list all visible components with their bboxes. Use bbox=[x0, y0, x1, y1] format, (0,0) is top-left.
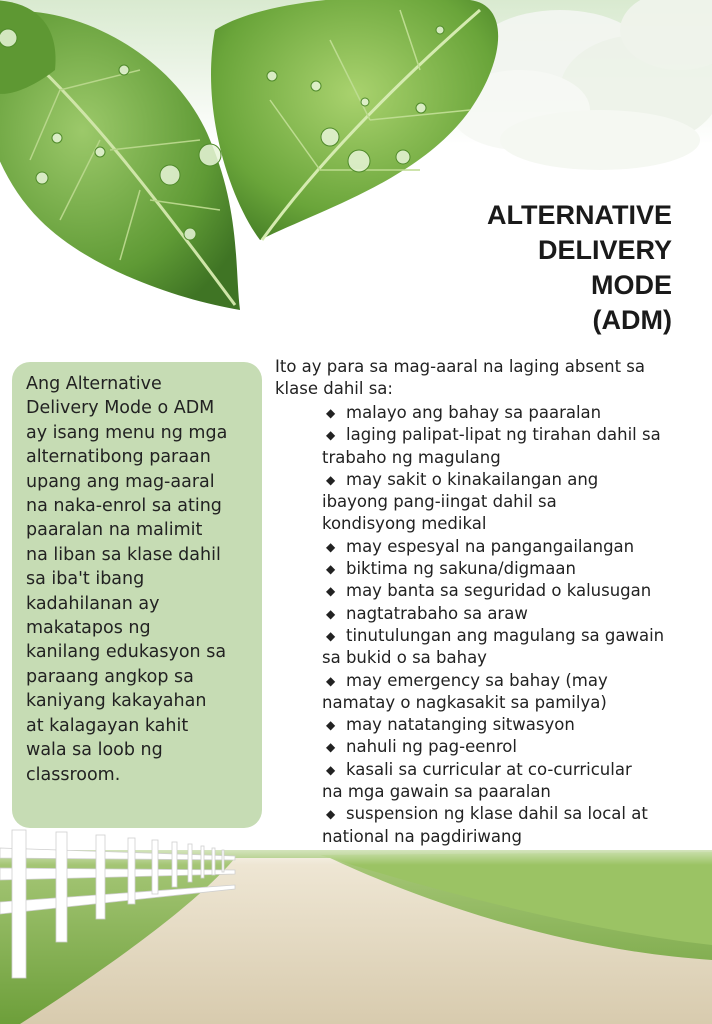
reason-line: biktima ng sakuna/digmaan bbox=[346, 559, 576, 579]
reason-line: may banta sa seguridad o kalusugan bbox=[346, 581, 652, 601]
reason-item bbox=[322, 803, 707, 848]
diamond-bullet-icon: ◆ bbox=[326, 472, 336, 487]
reason-item bbox=[322, 625, 707, 670]
diamond-bullet-icon: ◆ bbox=[326, 807, 336, 822]
reason-line: tinutulungan ang magulang sa gawain bbox=[346, 625, 665, 645]
reason-line: may sakit o kinakailangan ang bbox=[346, 469, 599, 489]
reason-item bbox=[322, 469, 707, 536]
reason-item bbox=[322, 714, 707, 736]
title-line: (ADM) bbox=[592, 305, 672, 335]
description-line: paaralan na malimit bbox=[26, 520, 203, 541]
description-line: ay isang menu ng mga bbox=[26, 422, 228, 443]
reason-line: kasali sa curricular at co-curricular bbox=[346, 759, 632, 779]
landscape-graphic bbox=[0, 835, 712, 1024]
description-line: alternatibong paraan bbox=[26, 447, 211, 468]
diamond-bullet-icon: ◆ bbox=[326, 762, 336, 777]
reason-item bbox=[322, 536, 707, 558]
reason-item bbox=[322, 424, 707, 469]
reason-line: may espesyal na pangangailangan bbox=[346, 536, 635, 556]
reason-line: laging palipat-lipat ng tirahan dahil sa bbox=[346, 425, 661, 445]
reason-line: ibayong pang-iingat dahil sa bbox=[322, 492, 557, 512]
description-line: Delivery Mode o ADM bbox=[26, 398, 215, 419]
diamond-bullet-icon: ◆ bbox=[326, 428, 336, 443]
reason-item bbox=[322, 603, 707, 625]
reason-line: kondisyong medikal bbox=[322, 514, 487, 534]
diamond-bullet-icon: ◆ bbox=[326, 673, 336, 688]
reason-item bbox=[322, 580, 707, 602]
reason-item bbox=[322, 670, 707, 715]
description-line: wala sa loob ng bbox=[26, 740, 163, 761]
reason-item bbox=[322, 558, 707, 580]
reason-line: trabaho ng magulang bbox=[322, 447, 501, 467]
reason-line: nahuli ng pag-eenrol bbox=[346, 737, 517, 757]
diamond-bullet-icon: ◆ bbox=[326, 606, 336, 621]
diamond-bullet-icon: ◆ bbox=[326, 740, 336, 755]
diamond-bullet-icon: ◆ bbox=[326, 628, 336, 643]
diamond-bullet-icon: ◆ bbox=[326, 718, 336, 733]
description-line: makatapos ng bbox=[26, 618, 151, 639]
intro-line: Ito ay para sa mag-aaral na laging absent sa bbox=[275, 357, 645, 376]
description-line: upang ang mag-aaral bbox=[26, 471, 215, 492]
reason-line: may emergency sa bahay (may bbox=[346, 670, 608, 690]
title-line: ALTERNATIVE bbox=[487, 200, 672, 230]
description-text bbox=[26, 372, 254, 787]
description-line: at kalagayan kahit bbox=[26, 715, 189, 736]
description-box bbox=[12, 362, 262, 828]
reason-line: na mga gawain sa paaralan bbox=[322, 782, 551, 802]
description-line: classroom. bbox=[26, 764, 121, 785]
description-line: kanilang edukasyon sa bbox=[26, 642, 227, 663]
page-title bbox=[487, 198, 672, 338]
reason-line: sa bukid o sa bahay bbox=[322, 648, 487, 668]
reason-item bbox=[322, 402, 707, 424]
diamond-bullet-icon: ◆ bbox=[326, 562, 336, 577]
description-line: na liban sa klase dahil bbox=[26, 544, 221, 565]
reason-line: national na pagdiriwang bbox=[322, 826, 522, 846]
description-line: kaniyang kakayahan bbox=[26, 691, 207, 712]
reason-item bbox=[322, 759, 707, 804]
reason-item bbox=[322, 736, 707, 758]
description-line: paraang angkop sa bbox=[26, 666, 194, 687]
description-line: kadahilanan ay bbox=[26, 593, 160, 614]
reason-line: suspension ng klase dahil sa local at bbox=[346, 804, 648, 824]
title-line: MODE bbox=[591, 270, 672, 300]
diamond-bullet-icon: ◆ bbox=[326, 539, 336, 554]
reason-line: malayo ang bahay sa paaralan bbox=[346, 403, 602, 422]
reason-line: may natatanging sitwasyon bbox=[346, 715, 575, 735]
diamond-bullet-icon: ◆ bbox=[326, 406, 336, 420]
title-line: DELIVERY bbox=[537, 235, 672, 265]
reasons-list bbox=[322, 402, 707, 848]
intro-text bbox=[275, 356, 705, 400]
reason-line: namatay o nagkasakit sa pamilya) bbox=[322, 692, 607, 712]
diamond-bullet-icon: ◆ bbox=[326, 584, 336, 599]
description-line: sa iba't ibang bbox=[26, 569, 145, 590]
reason-line: nagtatrabaho sa araw bbox=[346, 603, 528, 623]
intro-line: klase dahil sa: bbox=[275, 379, 393, 398]
description-line: na naka-enrol sa ating bbox=[26, 496, 222, 517]
description-line: Ang Alternative bbox=[26, 374, 162, 394]
